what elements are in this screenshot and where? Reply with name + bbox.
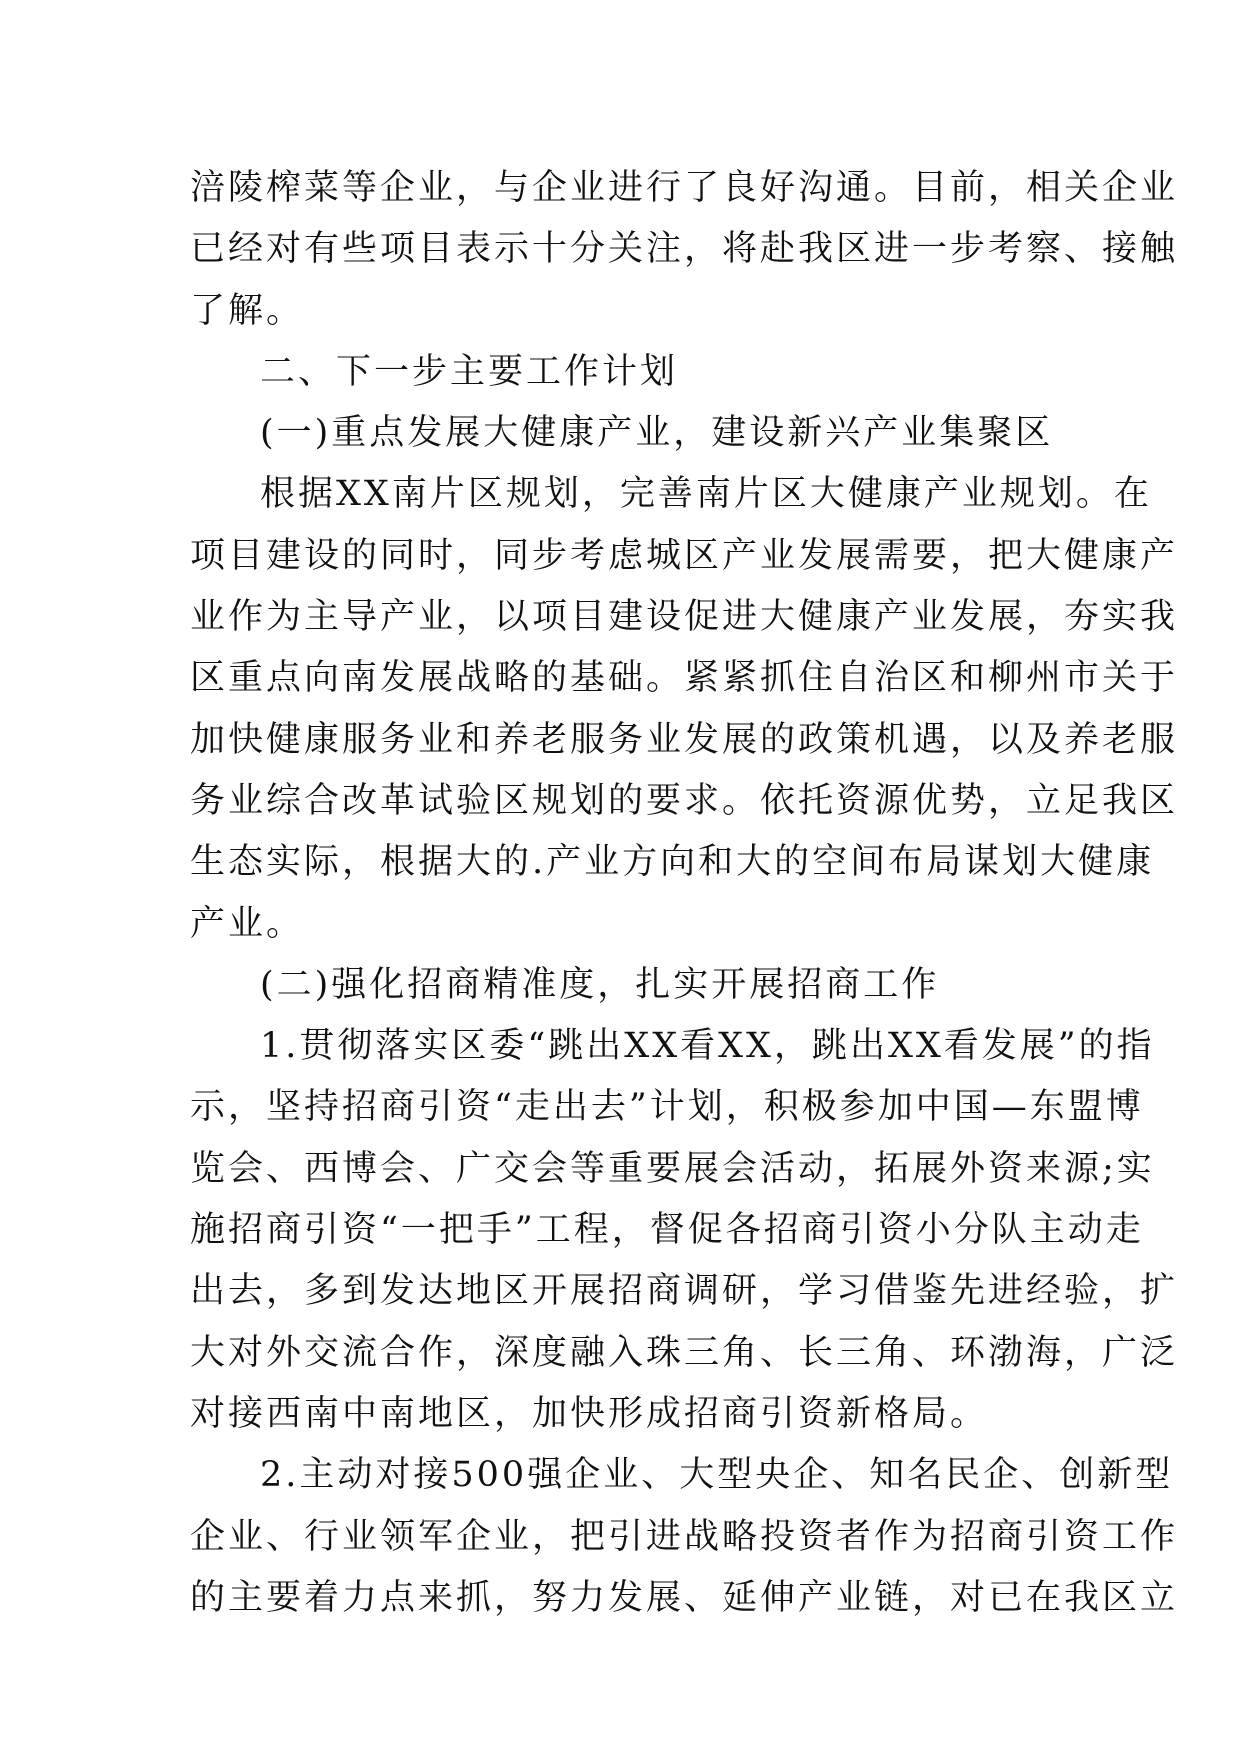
- text-line: (二)强化招商精准度，扎实开展招商工作: [260, 964, 940, 1005]
- text-line: 已经对有些项目表示十分关注，将赴我区进一步考察、接触: [190, 229, 1179, 270]
- text-line: 涪陵榨菜等企业，与企业进行了良好沟通。目前，相关企业: [190, 168, 1179, 208]
- text-line: 出去，多到发达地区开展招商调研，学习借鉴先进经验，扩: [190, 1271, 1179, 1312]
- text-line: 施招商引资“一把手”工程，督促各招商引资小分队主动走: [190, 1210, 1144, 1251]
- text-line: 2.主动对接500强企业、大型央企、知名民企、创新型: [260, 1455, 1174, 1496]
- text-line: 二、下一步主要工作计划: [260, 351, 679, 392]
- text-line: 加快健康服务业和养老服务业发展的政策机遇，以及养老服: [190, 719, 1179, 760]
- text-line: 示，坚持招商引资“走出去”计划，积极参加中国—东盟博: [190, 1087, 1144, 1128]
- text-line: 务业综合改革试验区规划的要求。依托资源优势，立足我区: [190, 780, 1179, 821]
- document-body: [190, 158, 1179, 1629]
- text-line: 的主要着力点来抓，努力发展、延伸产业链，对已在我区立: [190, 1577, 1179, 1618]
- text-line: 企业、行业领军企业，把引进战略投资者作为招商引资工作: [190, 1516, 1179, 1557]
- text-line: 大对外交流合作，深度融入珠三角、长三角、环渤海，广泛: [190, 1332, 1179, 1373]
- text-line: 区重点向南发展战略的基础。紧紧抓住自治区和柳州市关于: [190, 658, 1179, 699]
- text-line: 项目建设的同时，同步考虑城区产业发展需要，把大健康产: [190, 535, 1179, 576]
- text-line: 1.贯彻落实区委“跳出XX看XX，跳出XX看发展”的指: [260, 1026, 1155, 1067]
- text-line: 了解。: [190, 290, 305, 331]
- text-line: 产业。: [190, 903, 305, 944]
- text-line: 业作为主导产业，以项目建设促进大健康产业发展，夯实我: [190, 597, 1179, 638]
- text-line: 览会、西博会、广交会等重要展会活动，拓展外资来源;实: [190, 1148, 1155, 1189]
- text-line: (一)重点发展大健康产业，建设新兴产业集聚区: [260, 413, 1054, 454]
- text-line: 对接西南中南地区，加快形成招商引资新格局。: [190, 1393, 989, 1434]
- text-line: 生态实际，根据大的.产业方向和大的空间布局谋划大健康: [190, 842, 1155, 883]
- text-line: 根据XX南片区规划，完善南片区大健康产业规划。在: [260, 474, 1152, 515]
